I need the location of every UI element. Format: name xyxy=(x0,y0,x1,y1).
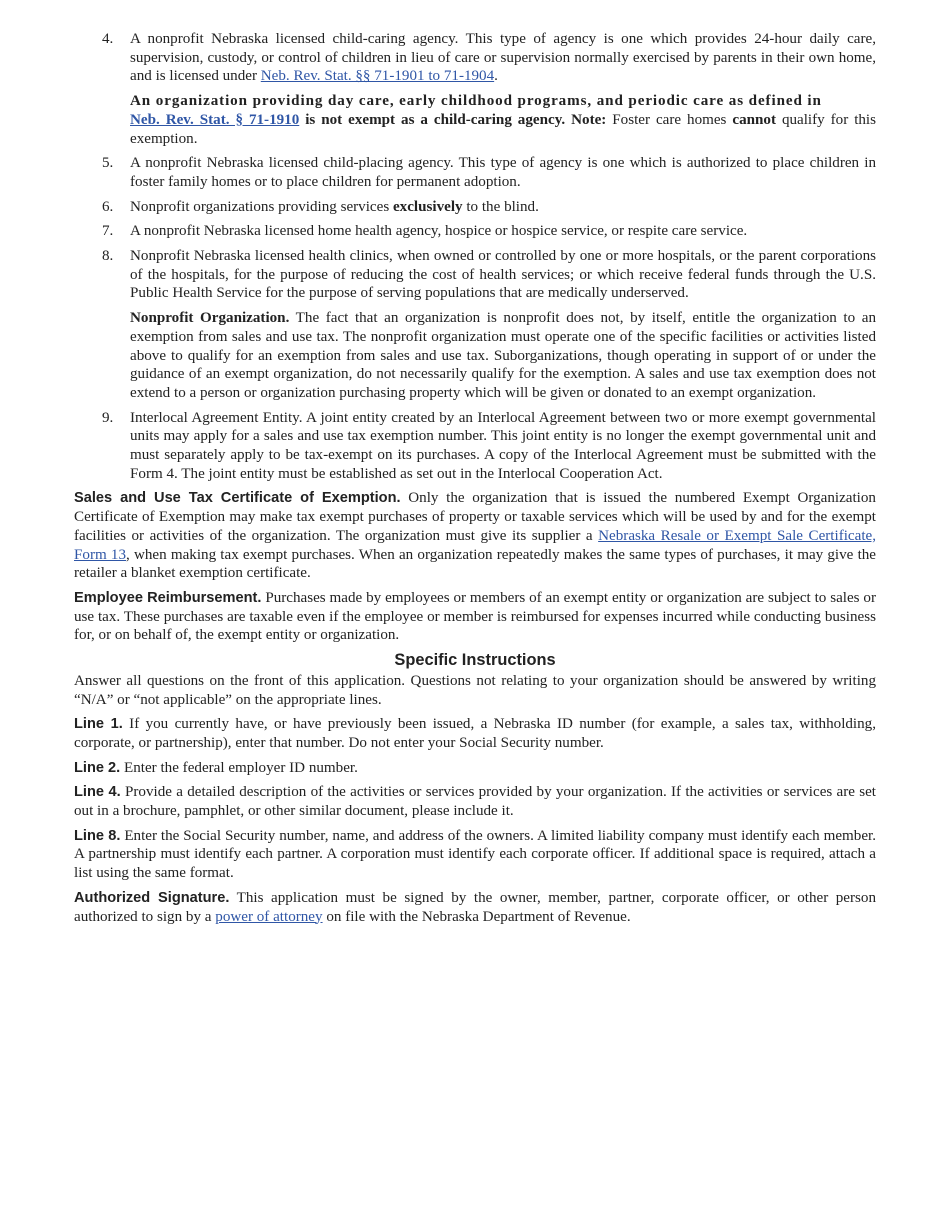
nonprofit-organization-note: Nonprofit Organization. The fact that an organization is nonprofit does not, by itself, entitle the organization to an exemption from sales and use tax. The nonprofit organization must operate one of the specific facilities or activities listed above to qualify for an exemption from sales and use tax. Suborganizations, though operating in support of or under the guidance of an exempt organization, do not necessarily qualify for the exemption. A sales and use tax exemption does not extend to a person or organization purchasing property which will be given or donated to an exempt organization. xyxy=(130,310,877,401)
line-1-instruction: Line 1. If you currently have, or have previously been issued, a Nebraska ID number (for example, a sales tax, withholding, corporate, or partnership), enter that number. Do not enter your Social Security number. xyxy=(74,716,876,751)
list-item-text: Interlocal Agreement Entity. A joint entity created by an Interlocal Agreement between two or more exempt governmental units may apply for a sales and use tax exemption number. This joint entity is no longer the exempt governmental unit and must separately apply to be tax-exempt on its purchases. A copy of the Interlocal Agreement must be submitted with the Form 4. The joint entity must be established as set out in the Interlocal Cooperation Act. xyxy=(130,409,876,482)
list-item-5 xyxy=(74,154,876,191)
list-item-9 xyxy=(74,409,876,484)
list-item-4 xyxy=(74,30,876,86)
child-care-note: An organization providing day care, early childhood programs, and periodic care as defined in Neb. Rev. Stat. § 71-1910 is not exempt as a child-caring agency. Note: Foster care homes cannot qualify for this exemption. xyxy=(130,93,876,147)
list-item-text: A nonprofit Nebraska licensed child-placing agency. This type of agency is one which is authorized to place children in foster family homes or to place children for permanent adoption. xyxy=(130,155,876,190)
authorized-signature-instruction: Authorized Signature. This application must be signed by the owner, member, partner, corporate officer, or other person authorized to sign by a power of attorney on file with the Nebraska Department of Revenue. xyxy=(74,889,876,925)
section-heading: Sales and Use Tax Certificate of Exemption. xyxy=(74,490,401,507)
list-item-text: Nonprofit organizations providing services exclusively to the blind. xyxy=(130,198,539,215)
specific-instructions-title: Specific Instructions xyxy=(394,651,556,670)
list-number: 9. xyxy=(102,409,114,426)
statute-link-71-1901[interactable]: Neb. Rev. Stat. §§ 71-1901 to 71-1904 xyxy=(260,68,495,85)
list-number: 7. xyxy=(102,223,114,240)
list-number: 4. xyxy=(102,31,114,47)
list-item-text: Nonprofit Nebraska licensed health clinics, when owned or controlled by one or more hospitals, or the parent corporations of the hospitals, for the purpose of reducing the cost of health services; or which receive federal funds through the U.S. Public Health Service for the purpose of serving populations that are medically underserved. xyxy=(130,248,876,302)
line-8-instruction: Line 8. Enter the Social Security number, name, and address of the owners. A limited liability company must identify each member. A partnership must identify each partner. A corporation must identify each corporate officer. If additional space is required, attach a list using the same format. xyxy=(74,827,876,882)
list-number: 8. xyxy=(102,248,114,265)
statute-link-71-1910[interactable]: Neb. Rev. Stat. § 71-1910 xyxy=(130,111,300,128)
employee-reimbursement-paragraph: Employee Reimbursement. Purchases made by employees or members of an exempt entity or organization are subject to sales or use tax. These purchases are taxable even if the employee or member is reimbursed for expenses incurred while conducting business for, or on behalf of, the exempt entity or organization. xyxy=(74,589,876,644)
instructions-page xyxy=(74,30,876,932)
section-heading: Employee Reimbursement. xyxy=(74,589,262,606)
list-item-text: A nonprofit Nebraska licensed home health agency, hospice or hospice service, or respite care service. xyxy=(130,223,748,240)
line-2-instruction: Line 2. Enter the federal employer ID number. xyxy=(74,759,358,776)
list-item-text: A nonprofit Nebraska licensed child-caring agency. This type of agency is one which provides 24-hour daily care, supervision, custody, or control of children in lieu of care or supervision normally exercised by parents in their own home, and is licensed under Neb. Rev. Stat. §§ 71-1901 to 71-1904. xyxy=(130,31,876,85)
power-of-attorney-link[interactable]: power of attorney xyxy=(215,908,323,925)
list-number: 6. xyxy=(102,198,114,215)
certificate-of-exemption-paragraph: Sales and Use Tax Certificate of Exemption. Only the organization that is issued the numbered Exempt Organization Certificate of Exemption may make tax exempt purchases of property or taxable services which will be used by and for the exempt facilities or activities of the organization. The organization must give its supplier a Nebraska Resale or Exempt Sale Certificate, Form 13, when making tax exempt purchases. When an organization repeatedly makes the same types of purchases, it may give the retailer a blanket exemption certificate. xyxy=(74,490,877,582)
specific-instructions-intro: Answer all questions on the front of this application. Questions not relating to your organization should be answered by writing “N/A” or “not applicable” on the appropriate lines. xyxy=(74,672,876,708)
line-4-instruction: Line 4. Provide a detailed description of the activities or services provided by your organization. If the activities or services are set out in a brochure, pamphlet, or other similar document, please include it. xyxy=(74,784,877,820)
list-item-6 xyxy=(74,198,876,217)
list-item-8 xyxy=(74,247,876,303)
list-number: 5. xyxy=(102,155,114,172)
list-item-7 xyxy=(74,222,876,241)
form-13-link[interactable]: Nebraska Resale or Exempt Sale Certificate, Form 13 xyxy=(74,527,876,563)
